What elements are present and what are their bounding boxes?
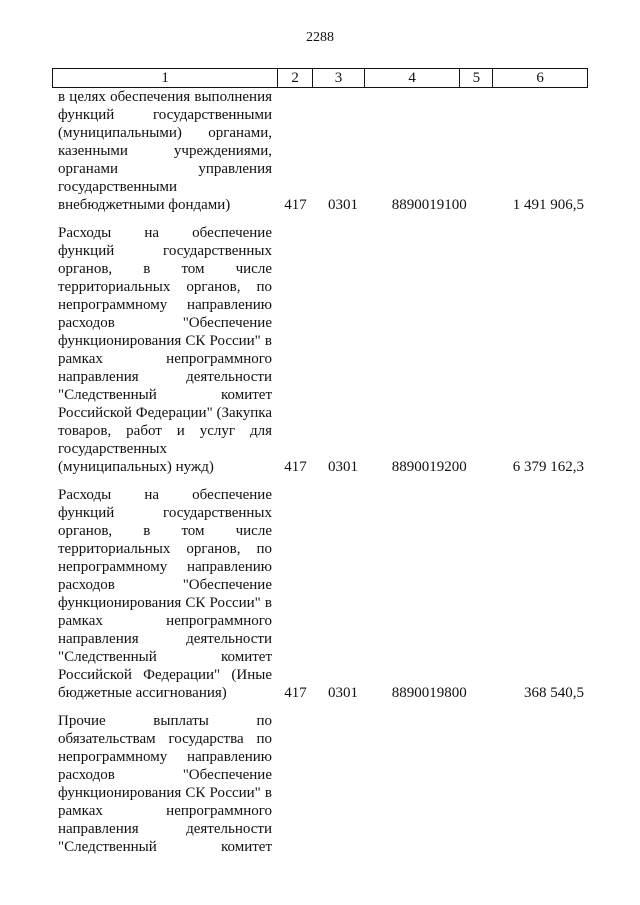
desc-line: внебюджетными фондами) [58, 197, 231, 213]
desc-line: расходов "Обеспечение [58, 577, 272, 593]
desc-line: органов, в том числе [58, 523, 272, 539]
desc-line: непрограммному направлению [58, 297, 272, 313]
row-codes [52, 458, 588, 476]
table-row [52, 712, 588, 856]
desc-line: бюджетные ассигнования) [58, 685, 227, 701]
table-body [52, 88, 588, 856]
desc-line: Российской Федерации" (Закупка [58, 405, 272, 421]
admin-code: 417 [284, 685, 307, 701]
desc-line: территориальных органов, по [58, 279, 272, 295]
header-col-6: 6 [536, 70, 544, 86]
sum-value: 368 540,5 [524, 685, 584, 701]
desc-line: направления деятельности [58, 821, 272, 837]
desc-line: функционирования СК России" в [58, 785, 272, 801]
desc-line: непрограммному направлению [58, 559, 272, 575]
desc-line: государственных [58, 441, 167, 457]
desc-line: органов, в том числе [58, 261, 272, 277]
sum-value: 6 379 162,3 [512, 459, 584, 475]
desc-line: функционирования СК России" в [58, 595, 272, 611]
desc-line: расходов "Обеспечение [58, 767, 272, 783]
desc-line: функционирования СК России" в [58, 333, 272, 349]
type-code: 200 [444, 459, 467, 475]
target-code: 8890019 [391, 459, 445, 475]
desc-line: обязательствам государства по [58, 731, 272, 747]
desc-line: в целях обеспечения выполнения [58, 89, 272, 105]
desc-line: расходов "Обеспечение [58, 315, 272, 331]
desc-line: казенными учреждениями, [58, 143, 272, 159]
desc-line: функций государственных [58, 505, 272, 521]
section-code: 0301 [328, 197, 358, 213]
desc-line: направления деятельности [58, 631, 272, 647]
desc-line: (муниципальных) нужд) [58, 459, 214, 475]
row-description [52, 712, 272, 856]
desc-line: Расходы на обеспечение [58, 487, 272, 503]
desc-line: функций государственных [58, 243, 272, 259]
header-col-1: 1 [53, 69, 278, 87]
section-code: 0301 [328, 685, 358, 701]
page-number: 2288 [306, 30, 334, 45]
desc-line: "Следственный комитет [58, 387, 272, 403]
desc-line: направления деятельности [58, 369, 272, 385]
desc-line: "Следственный комитет [58, 839, 272, 855]
desc-line: органами управления [58, 161, 272, 177]
target-code: 8890019 [391, 197, 445, 213]
table-row [52, 88, 588, 214]
desc-line: рамках непрограммного [58, 613, 272, 629]
table-header [52, 68, 588, 88]
desc-line: функций государственными [58, 107, 272, 123]
row-description [52, 486, 272, 702]
desc-line: территориальных органов, по [58, 541, 272, 557]
header-col-5: 5 [460, 69, 493, 87]
sum-value: 1 491 906,5 [512, 197, 584, 213]
admin-code: 417 [284, 459, 307, 475]
admin-code: 417 [284, 197, 307, 213]
desc-line: (муниципальными) органами, [58, 125, 272, 141]
desc-line: Расходы на обеспечение [58, 225, 272, 241]
desc-line: государственными [58, 179, 177, 195]
desc-line: рамках непрограммного [58, 351, 272, 367]
header-col-3: 3 [313, 69, 365, 87]
header-col-4: 4 [365, 69, 461, 87]
desc-line: товаров, работ и услуг для [58, 423, 272, 439]
desc-line: непрограммному направлению [58, 749, 272, 765]
target-code: 8890019 [391, 685, 445, 701]
table-row [52, 224, 588, 476]
row-description [52, 224, 272, 476]
section-code: 0301 [328, 459, 358, 475]
type-code: 100 [444, 197, 467, 213]
desc-line: "Следственный комитет [58, 649, 272, 665]
type-code: 800 [444, 685, 467, 701]
header-col-2: 2 [278, 69, 313, 87]
table-row [52, 486, 588, 702]
desc-line: Российской Федерации" (Иные [58, 667, 272, 683]
row-codes [52, 684, 588, 702]
desc-line: Прочие выплаты по [58, 713, 272, 729]
desc-line: рамках непрограммного [58, 803, 272, 819]
row-codes [52, 196, 588, 214]
